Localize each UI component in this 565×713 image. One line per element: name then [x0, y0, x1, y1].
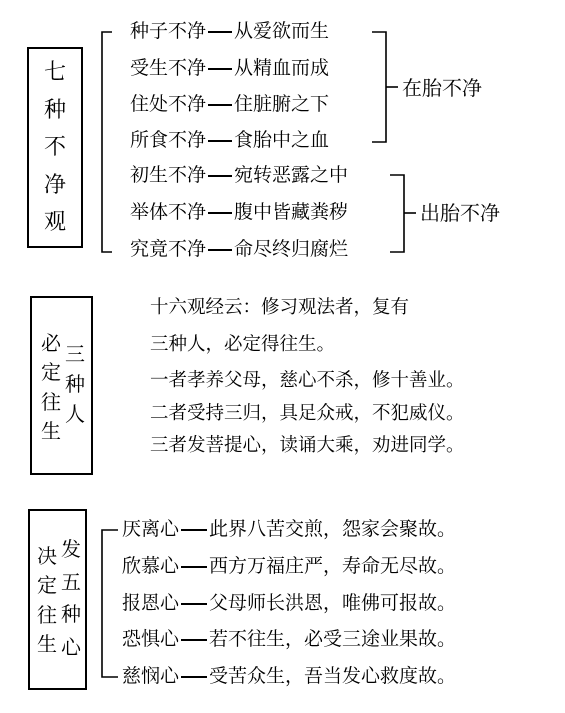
- row-seven: 所食不净 食胎中之血: [130, 129, 330, 151]
- title-char: 净: [43, 172, 66, 198]
- row-seven: 举体不净 腹中皆藏粪秽: [130, 201, 349, 223]
- title-char: 种: [61, 602, 81, 627]
- row-five: 慈悯心 受苦众生，吾当发心救度故。: [122, 665, 457, 687]
- row-seven: 初生不净 宛转恶露之中: [130, 164, 349, 186]
- title-char: 三: [65, 342, 85, 366]
- title-col-three-people: [64, 344, 86, 424]
- title-char: 往: [37, 602, 57, 627]
- title-char: 心: [61, 634, 81, 659]
- title-char: 定: [37, 573, 57, 598]
- bracket-left-seven: [102, 32, 112, 252]
- row-five: 欣慕心 西方万福庄严，寿命无尽故。: [122, 555, 457, 577]
- title-char: 生: [37, 631, 57, 656]
- title-col-sure-rebirth: [36, 546, 58, 654]
- row-seven: 受生不净 从精血而成: [130, 57, 330, 79]
- title-col-five-minds: [60, 539, 82, 657]
- row-seven: 究竟不净 命尽终归腐烂: [130, 238, 349, 260]
- row-seven: 住处不净 住脏腑之下: [130, 93, 330, 115]
- title-char: 种: [43, 97, 66, 123]
- bracket-in-womb: [372, 32, 386, 142]
- title-char: 往: [41, 389, 61, 414]
- group-out-womb: 出胎不净: [420, 201, 500, 225]
- title-char: 发: [61, 537, 81, 561]
- title-char: 决: [37, 544, 57, 568]
- text-line: 三种人，必定得往生。: [150, 334, 336, 355]
- title-char: 人: [65, 402, 85, 426]
- text-line: 三者发菩提心，读诵大乘，劝进同学。: [150, 435, 465, 456]
- title-char: 必: [41, 331, 61, 355]
- title-char: 定: [41, 360, 61, 385]
- group-in-womb: 在胎不净: [402, 76, 482, 100]
- row-five: 厌离心 此界八苦交煎，怨家会聚故。: [122, 518, 457, 540]
- text-line: 十六观经云：修习观法者，复有: [150, 297, 410, 318]
- row-five: 恐惧心 若不往生，必受三途业果故。: [122, 628, 457, 650]
- bracket-left-five: [102, 530, 118, 677]
- title-char: 观: [43, 210, 66, 235]
- title-col-certain-rebirth: [40, 333, 62, 441]
- row-seven: 种子不净 从爱欲而生: [130, 20, 330, 42]
- title-char: 七: [43, 60, 66, 85]
- title-char: 不: [43, 135, 66, 160]
- title-char: 生: [41, 418, 61, 443]
- row-five: 报恩心 父母师长洪恩，唯佛可报故。: [122, 592, 457, 614]
- text-line: 一者孝养父母，慈心不杀，修十善业。: [150, 370, 465, 391]
- text-line: 二者受持三归，具足众戒，不犯威仪。: [150, 403, 465, 424]
- bracket-out-womb: [390, 175, 404, 252]
- title-char: 种: [65, 372, 85, 396]
- title-char: 五: [61, 569, 81, 594]
